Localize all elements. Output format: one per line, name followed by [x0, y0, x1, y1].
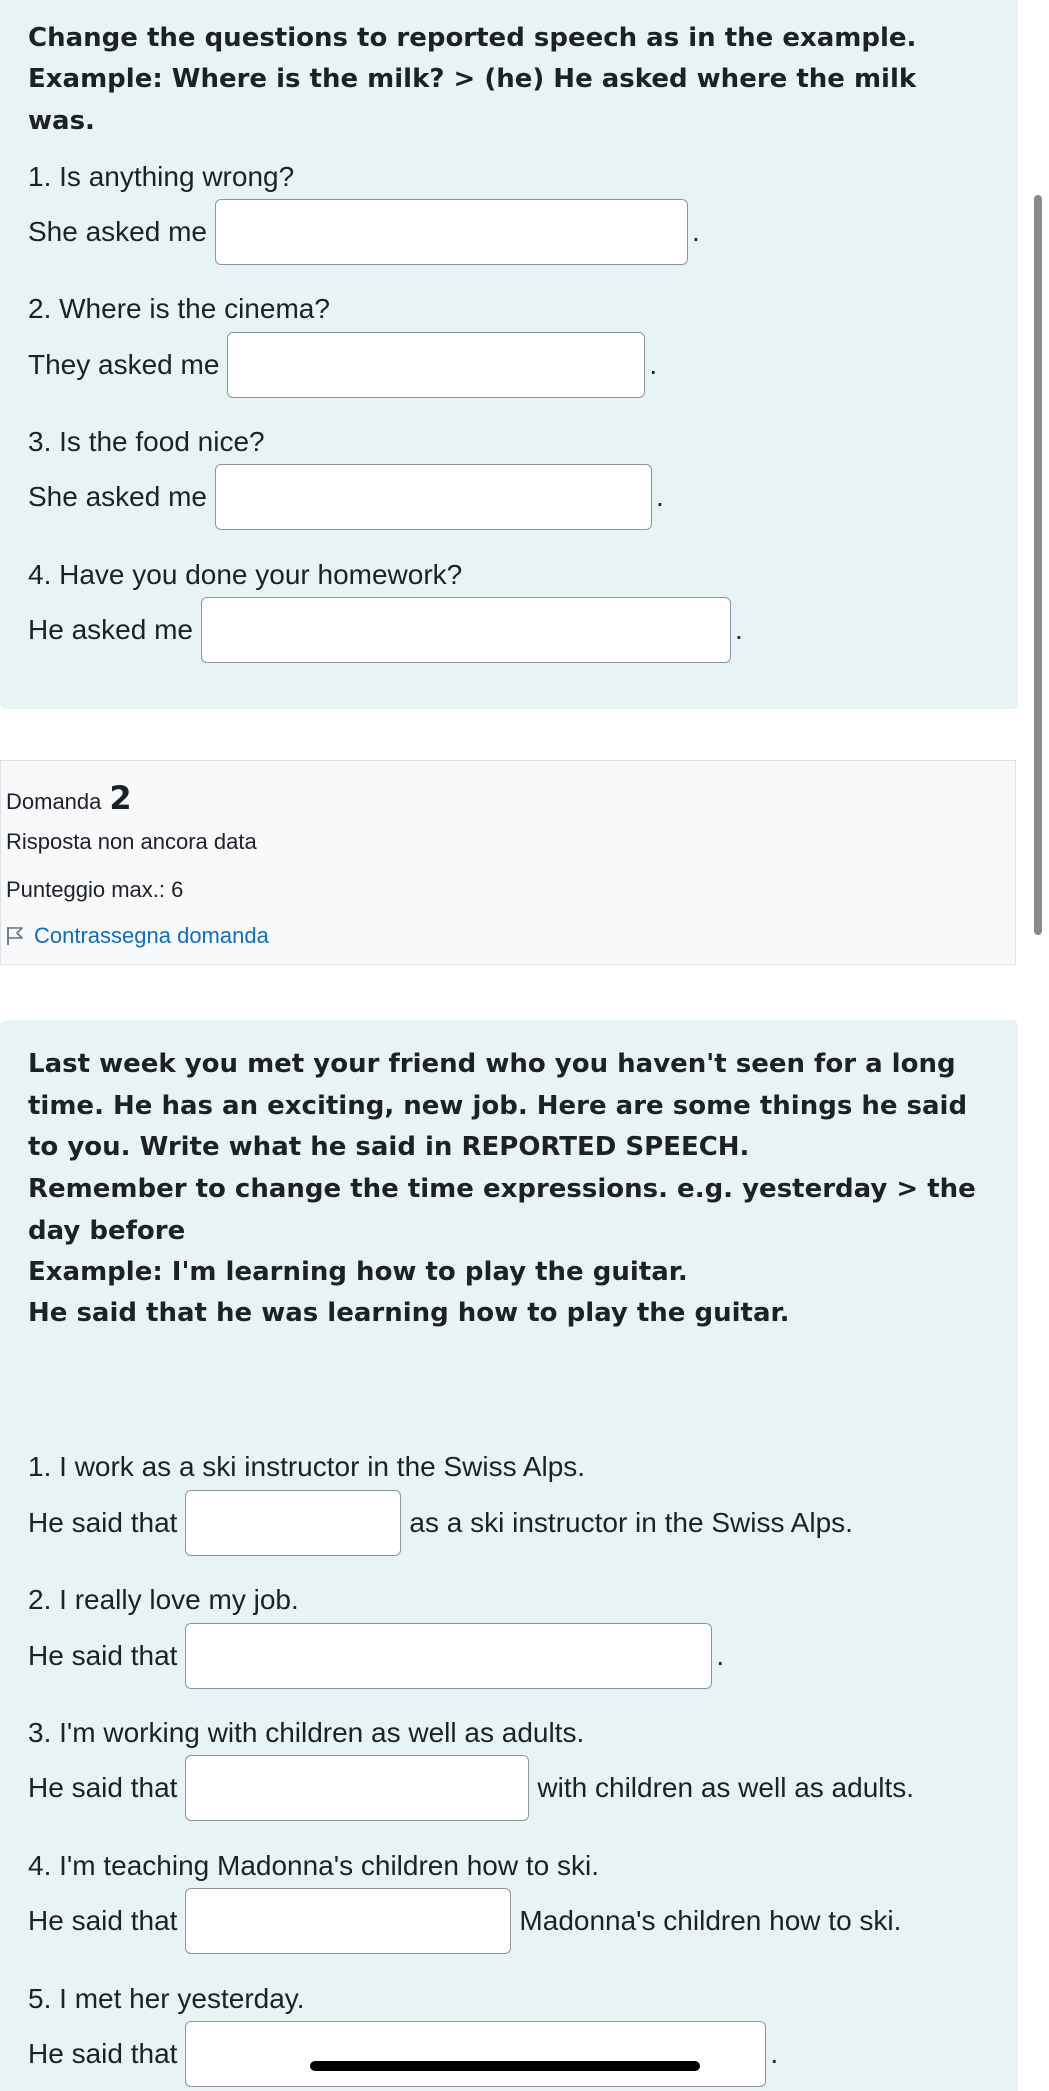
- answer-input[interactable]: [185, 1755, 529, 1821]
- answer-row: [28, 2021, 778, 2087]
- answer-end: .: [692, 216, 700, 247]
- question-1-panel: [0, 0, 1018, 709]
- answer-lead: He asked me: [28, 614, 193, 645]
- flag-question-label: Contrassegna domanda: [34, 923, 269, 948]
- question-prompt: 1. I work as a ski instructor in the Swiss Alps.: [28, 1451, 586, 1482]
- answer-input[interactable]: [215, 464, 652, 530]
- question-2-panel: [0, 1020, 1018, 2091]
- answer-lead: She asked me: [28, 216, 207, 247]
- instruction-time-expressions: Remember to change the time expressions. e.g. yesterday > the day before: [28, 1174, 976, 1246]
- answer-end: .: [734, 614, 743, 645]
- question-prompt: 1. Is anything wrong?: [28, 161, 295, 192]
- answer-lead: He said that: [28, 1772, 178, 1803]
- answer-after: with children as well as adults.: [537, 1772, 915, 1803]
- example-line: Example: Where is the milk? > (he) He asked where the milk was.: [28, 64, 917, 136]
- answer-row: [28, 199, 700, 265]
- answer-lead: He said that: [28, 1507, 178, 1538]
- question-prompt: 5. I met her yesterday.: [28, 1983, 305, 2014]
- answer-row: [28, 464, 664, 530]
- answer-lead: He said that: [28, 1640, 178, 1671]
- example-line: Example: I'm learning how to play the guitar.: [28, 1257, 688, 1287]
- answer-input[interactable]: [201, 597, 731, 663]
- question-prompt: 3. I'm working with children as well as adults.: [28, 1717, 585, 1748]
- question-grade: Punteggio max.: 6: [6, 877, 184, 902]
- question-info: [0, 760, 1016, 965]
- vertical-scrollbar[interactable]: [1034, 195, 1042, 935]
- answer-input[interactable]: [215, 199, 688, 265]
- question-number: [6, 779, 132, 817]
- answer-row: [28, 597, 743, 663]
- answer-end: .: [770, 2038, 779, 2069]
- instruction-line: Change the questions to reported speech as in the example.: [28, 23, 917, 53]
- answer-row: [28, 1888, 901, 1954]
- question-number-value: 2: [109, 779, 132, 817]
- answer-end: .: [649, 349, 658, 380]
- answer-after: as a ski instructor in the Swiss Alps.: [409, 1507, 853, 1538]
- example-answer-line: He said that he was learning how to play the guitar.: [28, 1298, 790, 1328]
- answer-input[interactable]: [185, 1888, 511, 1954]
- answer-lead: They asked me: [28, 349, 220, 380]
- question-prompt: 3. Is the food nice?: [28, 426, 265, 457]
- question-prompt: 2. Where is the cinema?: [28, 293, 330, 324]
- answer-row: [28, 1755, 914, 1821]
- answer-lead: He said that: [28, 1905, 178, 1936]
- answer-row: [28, 1623, 724, 1689]
- answer-input[interactable]: [185, 1490, 401, 1556]
- home-indicator[interactable]: [310, 2061, 700, 2071]
- question-state: Risposta non ancora data: [6, 829, 257, 854]
- answer-end: .: [656, 481, 664, 512]
- answer-row: [28, 1490, 853, 1556]
- answer-input[interactable]: [185, 1623, 712, 1689]
- answer-after: Madonna's children how to ski.: [519, 1905, 902, 1936]
- answer-lead: He said that: [28, 2038, 178, 2069]
- instruction-paragraph: Last week you met your friend who you haven't seen for a long time. He has an exciting, new job. Here are some things he said to you. Write what he said in REPORTED SPEECH.: [28, 1049, 968, 1162]
- question-number-label: Domanda: [6, 789, 102, 814]
- answer-row: [28, 332, 657, 398]
- question-prompt: 4. I'm teaching Madonna's children how to ski.: [28, 1850, 599, 1881]
- answer-input[interactable]: [227, 332, 645, 398]
- question-prompt: 4. Have you done your homework?: [28, 559, 463, 590]
- question-prompt: 2. I really love my job.: [28, 1584, 299, 1615]
- flag-icon: [6, 926, 24, 946]
- answer-lead: She asked me: [28, 481, 207, 512]
- answer-end: .: [716, 1640, 725, 1671]
- answer-input[interactable]: [185, 2021, 766, 2087]
- flag-question-link[interactable]: [6, 923, 269, 949]
